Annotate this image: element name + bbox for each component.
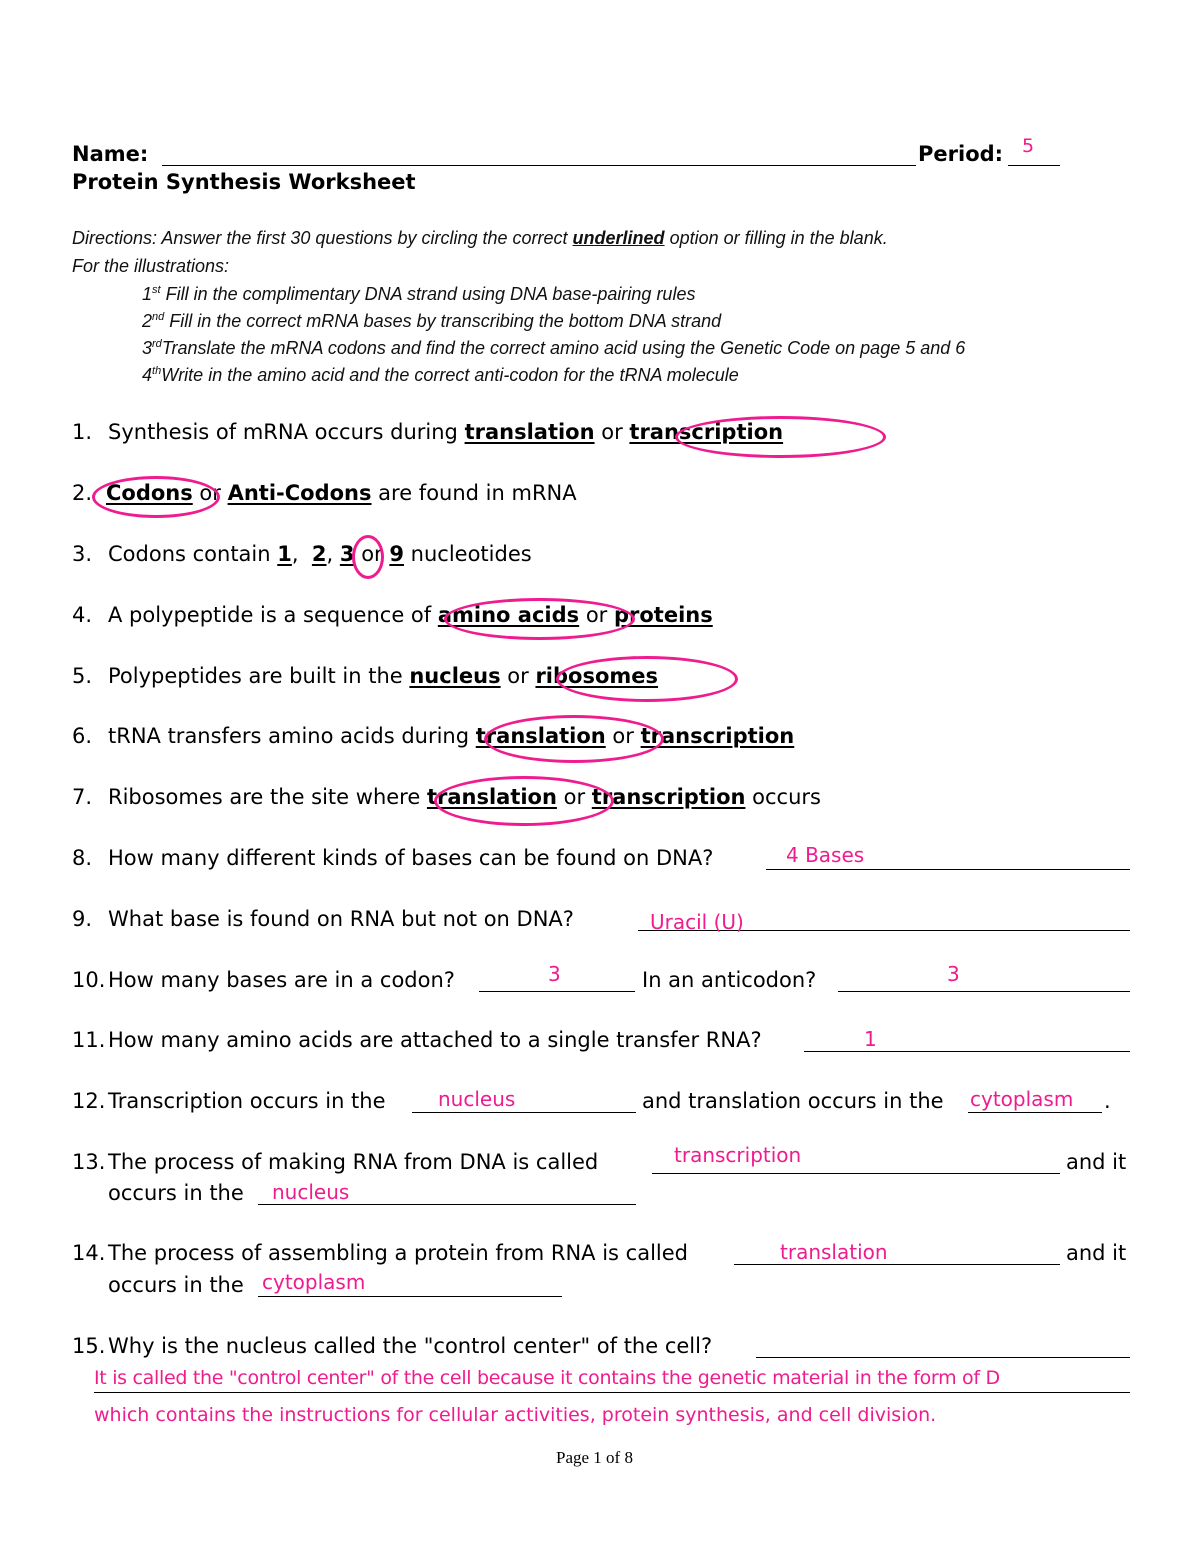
directions-line1: Directions: Answer the first 30 questions by circling the correct underlined option or filling in the blank. bbox=[72, 228, 888, 248]
q7-answer-circle bbox=[434, 776, 614, 826]
worksheet-title: Protein Synthesis Worksheet bbox=[72, 170, 416, 194]
question-5: 5. Polypeptides are built in the nucleus or ribosomes bbox=[72, 664, 659, 688]
q6-answer-circle bbox=[484, 715, 664, 763]
q14-location-answer: cytoplasm bbox=[262, 1270, 366, 1294]
q13-location-answer: nucleus bbox=[272, 1180, 350, 1204]
q4-option-amino-acids[interactable]: amino acids bbox=[437, 603, 580, 627]
name-label: Name: bbox=[72, 142, 149, 166]
question-2: 2. Codons or Anti-Codons are found in mRNA bbox=[72, 481, 577, 505]
question-9: 9. What base is found on RNA but not on DNA? bbox=[72, 907, 574, 931]
question-6: 6. tRNA transfers amino acids during translation or transcription bbox=[72, 724, 795, 748]
q10-codon-answer: 3 bbox=[548, 962, 561, 986]
q9-answer: Uracil (U) bbox=[650, 910, 744, 934]
q8-answer-blank[interactable] bbox=[766, 869, 1130, 870]
q13-process-answer: transcription bbox=[674, 1143, 802, 1167]
q6-option-translation[interactable]: translation bbox=[475, 724, 606, 748]
question-11: 11. How many amino acids are attached to a single transfer RNA? bbox=[72, 1028, 762, 1052]
q2-answer-circle bbox=[92, 476, 220, 518]
question-3: 3. Codons contain 1, 2, 3 or 9 nucleotides bbox=[72, 542, 532, 566]
q14-process-answer: translation bbox=[780, 1240, 888, 1264]
q10-anticodon-label: In an anticodon? bbox=[642, 968, 817, 992]
q7-option-transcription[interactable]: transcription bbox=[591, 785, 746, 809]
q10-anticodon-answer: 3 bbox=[947, 962, 960, 986]
q12-transcription-blank[interactable] bbox=[412, 1112, 636, 1113]
q1-option-translation[interactable]: translation bbox=[464, 420, 595, 444]
page-number: Page 1 of 8 bbox=[556, 1448, 633, 1467]
q15-answer-line2: which contains the instructions for cellular activities, protein synthesis, and cell division. bbox=[94, 1404, 937, 1426]
q14-occurs-in: occurs in the bbox=[108, 1273, 244, 1297]
q5-option-ribosomes[interactable]: ribosomes bbox=[535, 664, 659, 688]
q13-location-blank[interactable] bbox=[258, 1204, 636, 1205]
q13-process-blank[interactable] bbox=[652, 1173, 1060, 1174]
q15-answer-line-2[interactable] bbox=[94, 1392, 1130, 1393]
q13-and-it: and it bbox=[1066, 1150, 1127, 1174]
period-label: Period: bbox=[918, 142, 1004, 166]
directions-step-2: 2nd Fill in the correct mRNA bases by transcribing the bottom DNA strand bbox=[142, 311, 722, 331]
q2-option-codons[interactable]: Codons bbox=[106, 481, 193, 505]
q15-answer-blank[interactable] bbox=[756, 1357, 1130, 1358]
q3-answer-circle bbox=[352, 535, 384, 579]
directions-step-1: 1st Fill in the complimentary DNA strand using DNA base-pairing rules bbox=[142, 284, 696, 304]
period-blank[interactable] bbox=[1008, 165, 1060, 166]
q1-option-transcription[interactable]: transcription bbox=[629, 420, 784, 444]
directions-step-3: 3rdTranslate the mRNA codons and find the correct amino acid using the Genetic Code on page 5 and 6 bbox=[142, 338, 966, 358]
q10-anticodon-blank[interactable] bbox=[838, 991, 1130, 992]
q11-answer-blank[interactable] bbox=[804, 1051, 1130, 1052]
q3-option-3[interactable]: 3 bbox=[339, 542, 355, 566]
q12-end: . bbox=[1104, 1089, 1111, 1113]
question-8: 8. How many different kinds of bases can be found on DNA? bbox=[72, 846, 714, 870]
directions-line2: For the illustrations: bbox=[72, 256, 230, 276]
q8-answer: 4 Bases bbox=[786, 843, 865, 867]
question-4: 4. A polypeptide is a sequence of amino acids or proteins bbox=[72, 603, 713, 627]
question-7: 7. Ribosomes are the site where translation or transcription occurs bbox=[72, 785, 821, 809]
q2-option-anti-codons[interactable]: Anti-Codons bbox=[227, 481, 372, 505]
q12-translation-answer: cytoplasm bbox=[970, 1087, 1074, 1111]
question-1: 1. Synthesis of mRNA occurs during translation or transcription bbox=[72, 420, 784, 444]
q13-occurs-in: occurs in the bbox=[108, 1181, 244, 1205]
question-15: 15. Why is the nucleus called the "control center" of the cell? bbox=[72, 1334, 713, 1358]
q11-answer: 1 bbox=[864, 1027, 877, 1051]
q12-middle-text: and translation occurs in the bbox=[642, 1089, 944, 1113]
q12-translation-blank[interactable] bbox=[968, 1112, 1102, 1113]
q14-and-it: and it bbox=[1066, 1241, 1127, 1265]
q6-option-transcription[interactable]: transcription bbox=[640, 724, 795, 748]
q12-transcription-answer: nucleus bbox=[438, 1087, 516, 1111]
q5-option-nucleus[interactable]: nucleus bbox=[409, 664, 501, 688]
q4-option-proteins[interactable]: proteins bbox=[613, 603, 713, 627]
directions-step-4: 4thWrite in the amino acid and the correct anti-codon for the tRNA molecule bbox=[142, 365, 739, 385]
q3-option-1[interactable]: 1 bbox=[277, 542, 292, 566]
q15-answer-line1: It is called the "control center" of the cell because it contains the genetic material in the form of D bbox=[94, 1367, 1000, 1389]
q14-location-blank[interactable] bbox=[258, 1296, 562, 1297]
q4-answer-circle bbox=[444, 598, 635, 640]
q14-process-blank[interactable] bbox=[734, 1264, 1060, 1265]
question-14: 14. The process of assembling a protein from RNA is called bbox=[72, 1241, 689, 1265]
q3-option-2[interactable]: 2 bbox=[311, 542, 327, 566]
q3-option-9[interactable]: 9 bbox=[389, 542, 404, 566]
question-12: 12. Transcription occurs in the bbox=[72, 1089, 386, 1113]
q10-codon-blank[interactable] bbox=[479, 991, 635, 992]
question-13: 13. The process of making RNA from DNA is called bbox=[72, 1150, 599, 1174]
q7-option-translation[interactable]: translation bbox=[426, 785, 557, 809]
name-blank[interactable] bbox=[162, 165, 916, 166]
question-10: 10. How many bases are in a codon? bbox=[72, 968, 455, 992]
q5-answer-circle bbox=[556, 656, 738, 702]
period-answer: 5 bbox=[1022, 135, 1035, 157]
q1-answer-circle bbox=[675, 416, 886, 458]
